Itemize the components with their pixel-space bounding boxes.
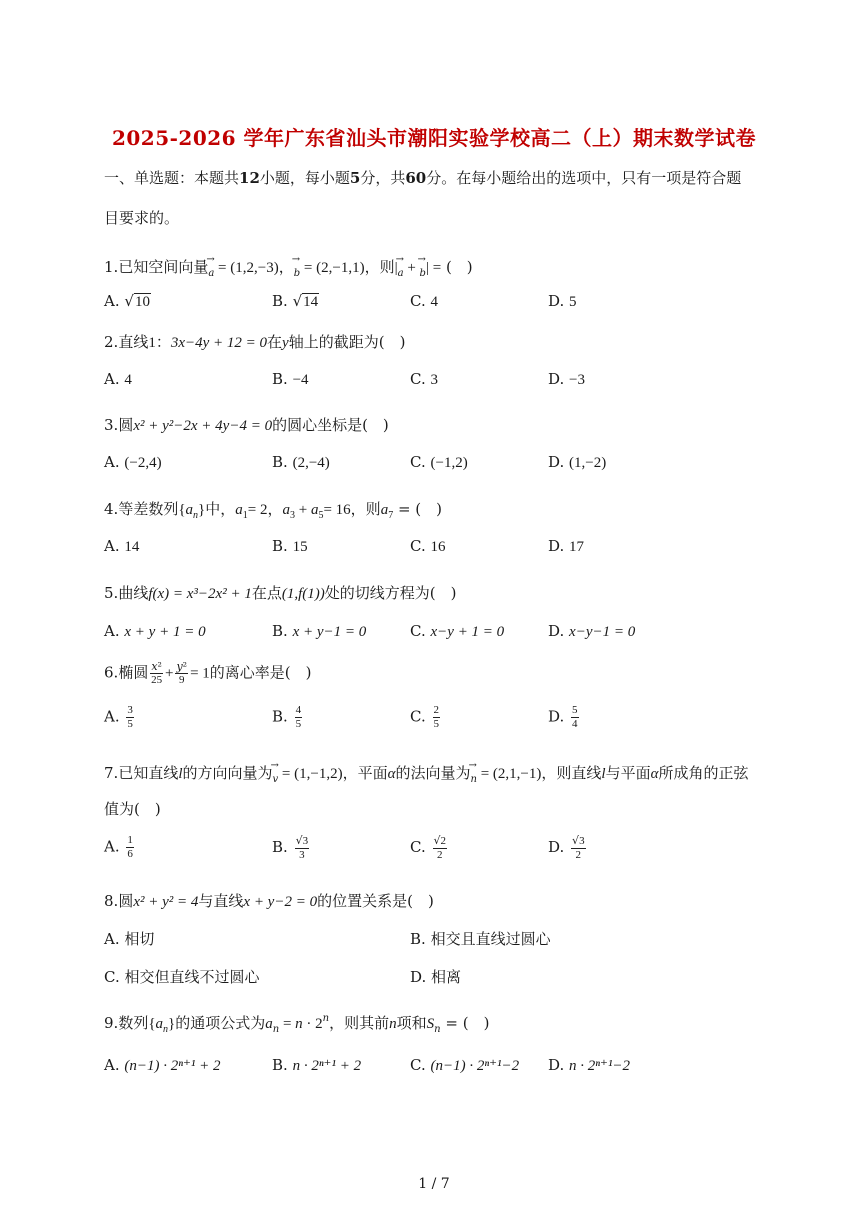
q7-option-d[interactable]: D. $\frac{√3}{2}$ [548, 834, 585, 861]
q2-option-a[interactable]: A. 4 [104, 370, 132, 388]
q8-option-b[interactable]: B. 相交且直线过圆心 [410, 930, 551, 948]
page-title: 2025-2026 学年广东省汕头市潮阳实验学校高二（上）期末数学试卷 [111, 126, 757, 150]
question-6: 6.椭圆 $\frac{\text{x²}}{25}$ + $\frac{\text{y²}}{9}$ = 1的离心率是( ) [104, 660, 312, 686]
question-2: 2.直线1：3x−4y + 12 = 0在y轴上的截距为( ) [104, 333, 406, 351]
page-number: 1 / 7 [418, 1176, 450, 1192]
q8-option-c[interactable]: C. 相交但直线不过圆心 [104, 968, 260, 986]
q2-option-b[interactable]: B. −4 [272, 370, 309, 388]
q1-option-b[interactable]: B. √14 [272, 292, 319, 310]
q1-option-a[interactable]: A. √10 [104, 292, 150, 310]
q4-option-c[interactable]: C. 16 [410, 537, 446, 555]
question-5: 5.曲线f(x) = x³−2x² + 1在点(1,f(1))处的切线方程为( ) [104, 584, 457, 602]
question-7: 7.已知直线l的方向向量为→ v = (1,−1,2)，平面α的法向量为→ n = (2,1,−1)，则直线l与平面α所成角的正弦 [104, 762, 774, 785]
q1-option-d[interactable]: D. 5 [548, 292, 577, 310]
q6-option-d[interactable]: D. $\frac{5}{4}$ [548, 704, 578, 730]
q2-option-d[interactable]: D. −3 [548, 370, 586, 388]
section-instructions: 一、单选题：本题共12小题，每小题5分，共60分。在每小题给出的选项中，只有一项是符合题 [104, 169, 742, 187]
q9-option-d[interactable]: D. n · 2ⁿ⁺¹−2 [548, 1056, 631, 1074]
q5-option-a[interactable]: A. x + y + 1 = 0 [104, 622, 206, 640]
q5-option-b[interactable]: B. x + y−1 = 0 [272, 622, 367, 640]
q6-option-b[interactable]: B. $\frac{4}{5}$ [272, 704, 302, 730]
q8-option-d[interactable]: D. 相离 [410, 968, 462, 986]
question-3: 3.圆x² + y²−2x + 4y−4 = 0的圆心坐标是( ) [104, 416, 389, 434]
q7-option-a[interactable]: A. $\frac{1}{6}$ [104, 834, 133, 860]
q5-option-d[interactable]: D. x−y−1 = 0 [548, 622, 636, 640]
section-instructions-line2: 目要求的。 [104, 209, 180, 227]
q5-option-c[interactable]: C. x−y + 1 = 0 [410, 622, 505, 640]
question-9: 9.数列$\{a_n\}$的通项公式为$a_n = n \cdot 2^n$，则其前n项和$S_n$ = ( ) [104, 1013, 490, 1035]
q4-option-d[interactable]: D. 17 [548, 537, 585, 555]
q7-option-c[interactable]: C. $\frac{√2}{2}$ [410, 834, 447, 861]
question-8: 8.圆x² + y² = 4与直线x + y−2 = 0的位置关系是( ) [104, 892, 434, 910]
question-4: 4.等差数列$\{a_n\}$中，$a_1= 2$，$a_3 + a_5= 16$，则$a_7$ = ( ) [104, 500, 443, 521]
q4-option-b[interactable]: B. 15 [272, 537, 308, 555]
q8-option-a[interactable]: A. 相切 [104, 930, 155, 948]
q3-option-b[interactable]: B. (2,−4) [272, 453, 330, 471]
q4-option-a[interactable]: A. 14 [104, 537, 140, 555]
q3-option-d[interactable]: D. (1,−2) [548, 453, 607, 471]
q9-option-a[interactable]: A. (n−1) · 2ⁿ⁺¹ + 2 [104, 1056, 221, 1074]
q1-option-c[interactable]: C. 4 [410, 292, 438, 310]
q6-option-c[interactable]: C. $\frac{2}{5}$ [410, 704, 439, 730]
q3-option-a[interactable]: A. (−2,4) [104, 453, 162, 471]
q3-option-c[interactable]: C. (−1,2) [410, 453, 468, 471]
q9-option-b[interactable]: B. n · 2ⁿ⁺¹ + 2 [272, 1056, 362, 1074]
question-7-line2: 值为( ) [104, 800, 161, 818]
q6-option-a[interactable]: A. $\frac{3}{5}$ [104, 704, 133, 730]
q9-option-c[interactable]: C. (n−1) · 2ⁿ⁺¹−2 [410, 1056, 520, 1074]
q2-option-c[interactable]: C. 3 [410, 370, 438, 388]
q7-option-b[interactable]: B. $\frac{√3}{3}$ [272, 834, 309, 861]
question-1: 1.已知空间向量→ a = (1,2,−3)，→ b = (2,−1,1)，则|→ a + → b| = ( ) [104, 256, 774, 279]
